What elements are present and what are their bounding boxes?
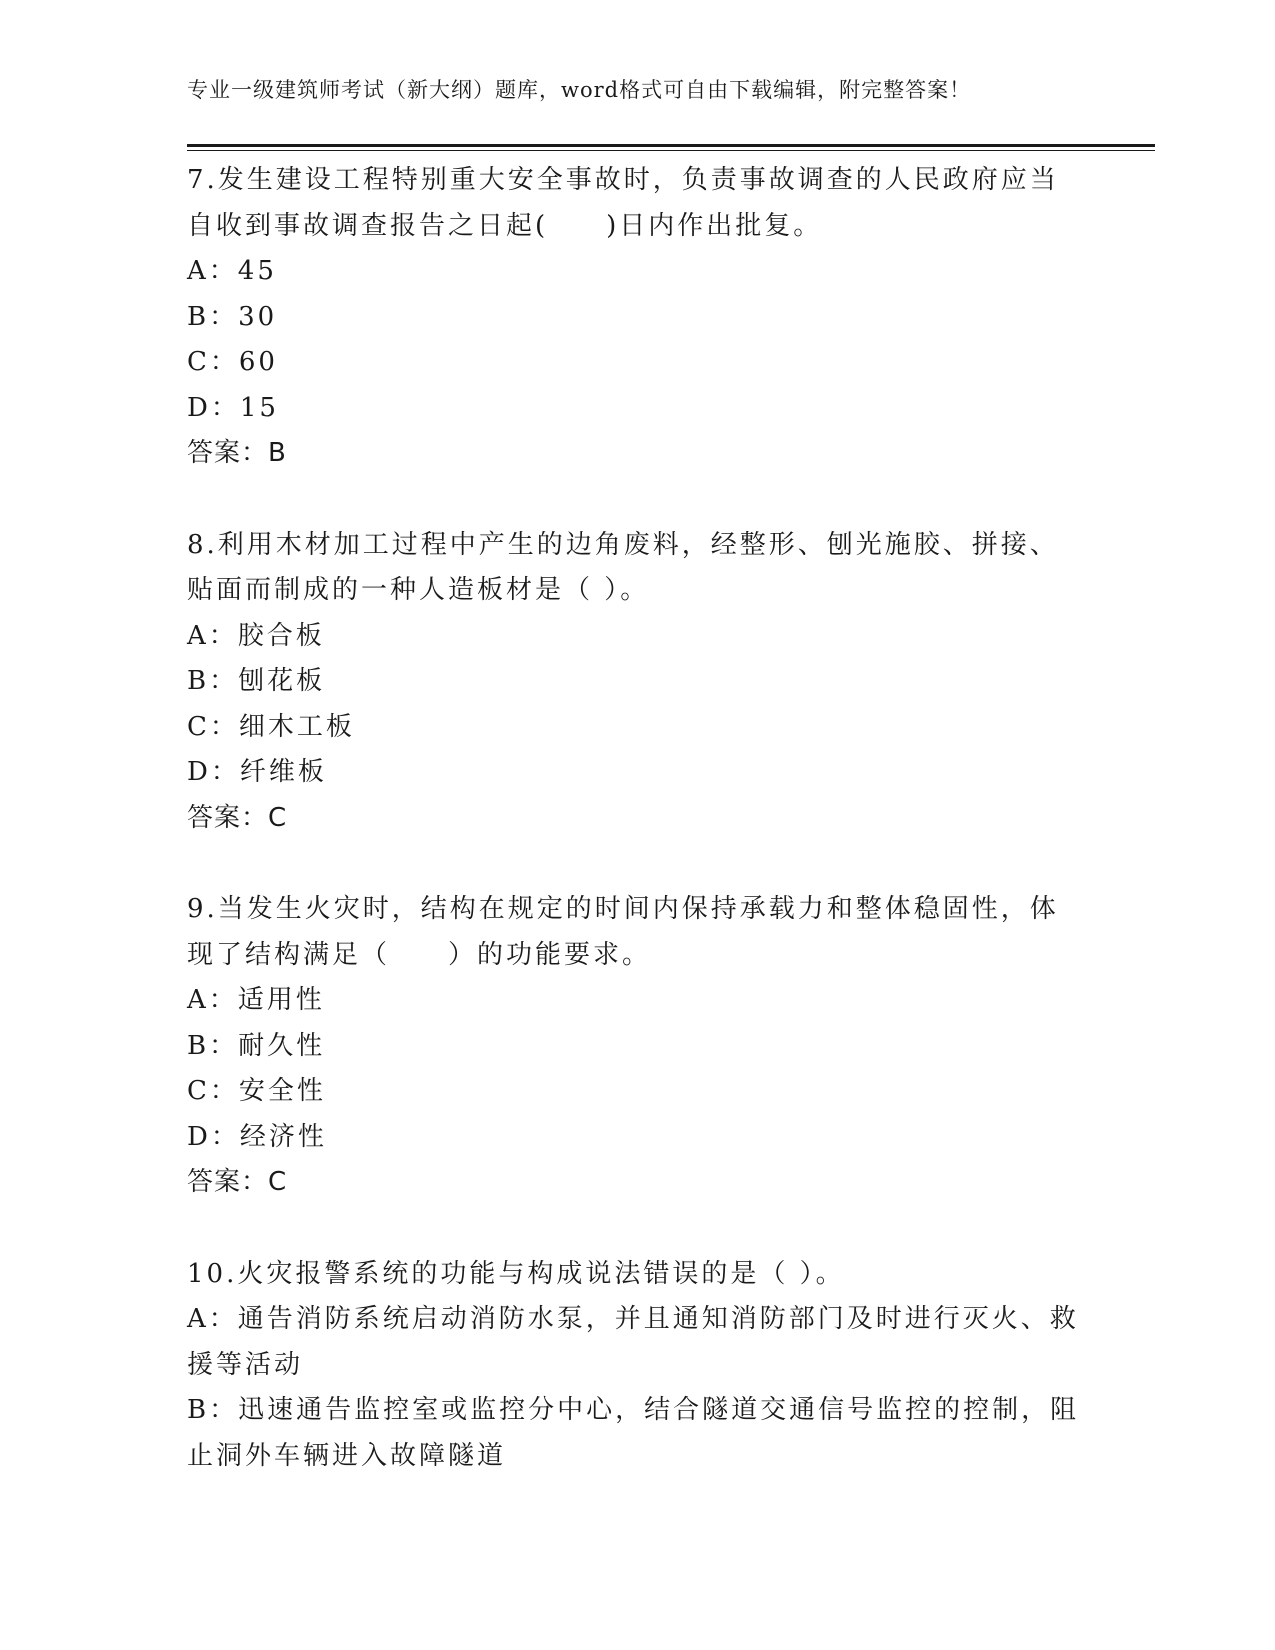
option-a: A：45 (187, 256, 277, 286)
page-header: 专业一级建筑师考试（新大纲）题库，word格式可自由下载编辑，附完整答案！ (187, 78, 972, 102)
header-rule-thick (187, 144, 1155, 147)
question-text-line: 贴面而制成的一种人造板材是（ ）。 (187, 575, 650, 605)
question-list (187, 158, 1087, 1479)
question-spacer (187, 477, 1087, 523)
answer-line: 答案：C (187, 802, 288, 833)
question-7 (187, 158, 1087, 477)
answer-line: 答案：C (187, 1167, 288, 1197)
question-text-line: 现了结构满足（ ）的功能要求。 (187, 939, 652, 970)
option-b: B：迅速通告监控室或监控分中心，结合隧道交通信号监控的控制，阻 (187, 1395, 1080, 1425)
question-text-line: 自收到事故调查报告之日起( )日内作出批复。 (187, 210, 823, 241)
option-a: A：通告消防系统启动消防水泵，并且通知消防部门及时进行灭火、救 (187, 1304, 1079, 1334)
question-text-line: 9.当发生火灾时，结构在规定的时间内保持承载力和整体稳固性，体 (187, 894, 1059, 924)
option-b: B：耐久性 (187, 1030, 326, 1061)
option-b-continued: 止洞外车辆进入故障隧道 (187, 1440, 507, 1471)
question-text-line: 10.火灾报警系统的功能与构成说法错误的是（ ）。 (187, 1258, 845, 1289)
option-a-continued: 援等活动 (187, 1349, 304, 1380)
option-d: D：经济性 (187, 1121, 327, 1152)
question-text-line: 7.发生建设工程特别重大安全事故时，负责事故调查的人民政府应当 (187, 165, 1059, 195)
header-rule-thin (187, 150, 1155, 151)
question-text-line: 8.利用木材加工过程中产生的边角废料，经整形、刨光施胶、拼接、 (187, 529, 1059, 560)
question-10 (187, 1252, 1087, 1480)
option-c: C：细木工板 (187, 711, 355, 742)
question-8 (187, 523, 1087, 842)
question-spacer (187, 841, 1087, 887)
question-9 (187, 887, 1087, 1206)
option-c: C：60 (187, 347, 278, 377)
option-b: B：刨花板 (187, 666, 326, 696)
option-d: D：纤维板 (187, 757, 327, 787)
question-spacer (187, 1206, 1087, 1252)
option-d: D：15 (187, 392, 279, 423)
option-a: A：胶合板 (187, 620, 325, 651)
option-a: A：适用性 (187, 985, 325, 1015)
option-b: B：30 (187, 301, 278, 332)
answer-line: 答案：B (187, 438, 287, 468)
option-c: C：安全性 (187, 1076, 326, 1106)
